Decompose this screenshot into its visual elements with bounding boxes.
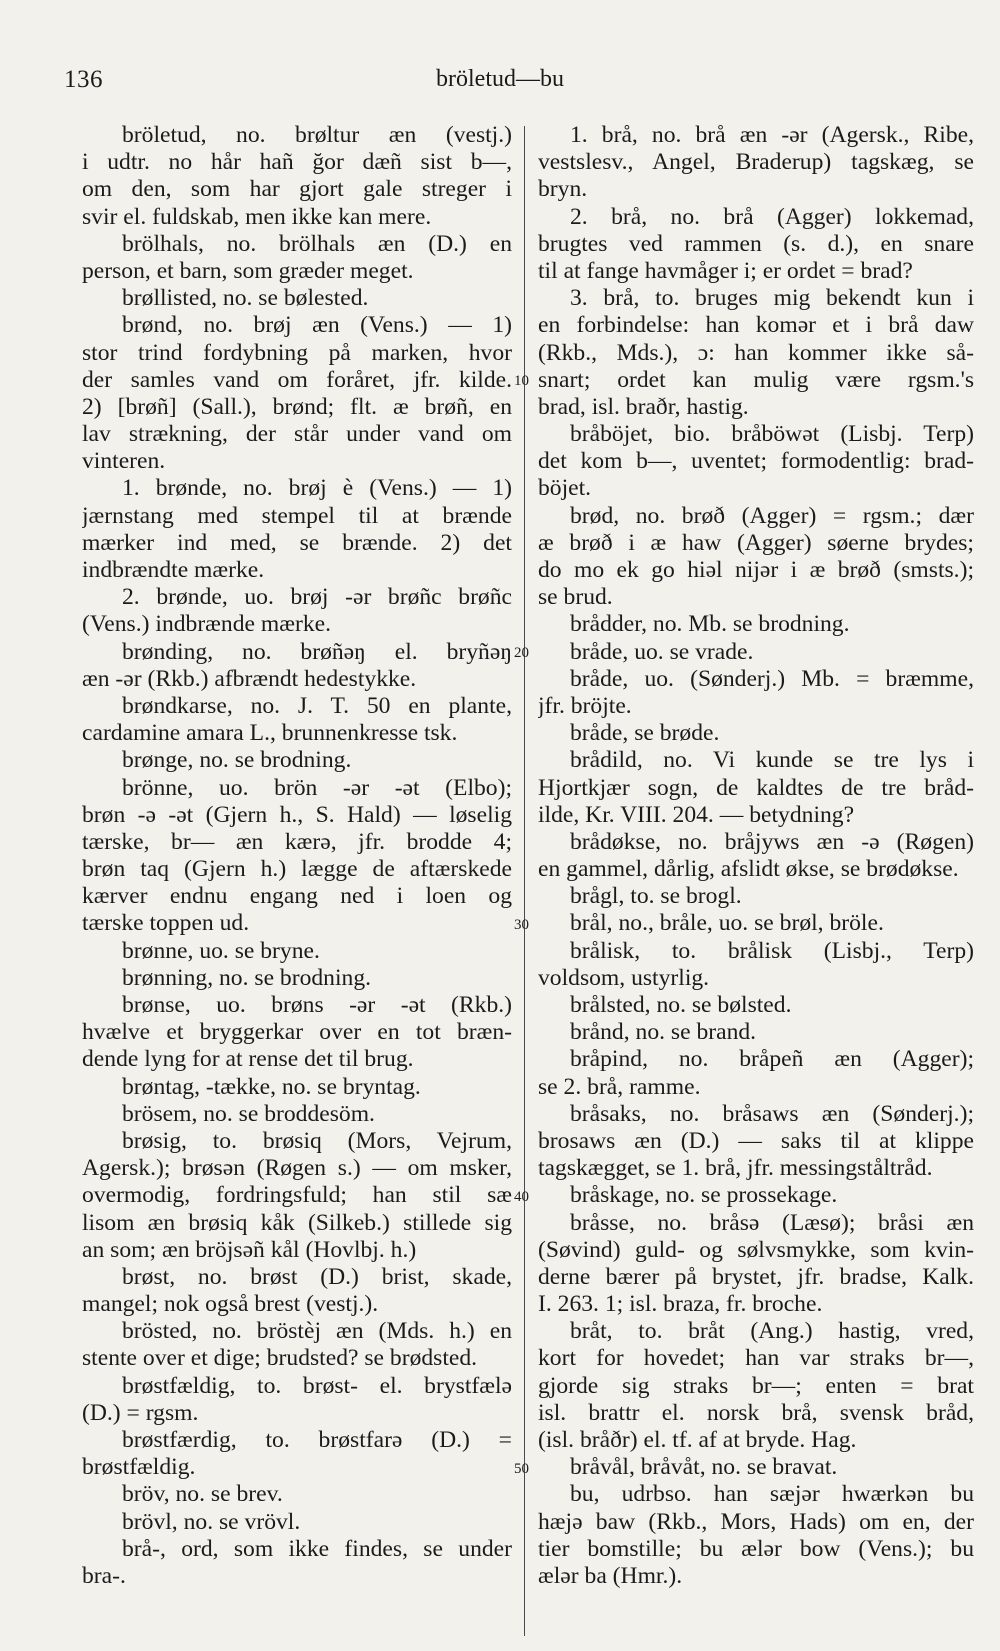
dictionary-line: 3. brå, to. bruges mig bekendt kun i (570, 285, 974, 312)
dictionary-line: brønge, no. se brodning. (122, 747, 352, 774)
dictionary-line: bråt, to. bråt (Ang.) hastig, vred, (570, 1318, 974, 1345)
dictionary-line: brugtes ved rammen (s. d.), en snare (538, 230, 974, 257)
dictionary-line: til at fange havmåger i; er ordet = brad? (538, 257, 913, 284)
dictionary-line: stor trind fordybning på marken, hvor (82, 339, 512, 366)
dictionary-line: brål, no., bråle, uo. se brøl, bröle. (570, 910, 884, 937)
dictionary-line: kærver endnu engang ned i loen og (82, 883, 512, 910)
dictionary-line: bråböjet, bio. bråböwət (Lisbj. Terp) (570, 421, 974, 448)
dictionary-line: brød, no. brøð (Agger) = rgsm.; dær (570, 502, 974, 529)
dictionary-line: brådder, no. Mb. se brodning. (570, 611, 850, 638)
dictionary-line: (isl. bråðr) el. tf. af at bryde. Hag. (538, 1427, 857, 1453)
dictionary-line: æn -ər (Rkb.) afbrændt hedestykke. (82, 665, 417, 692)
dictionary-line: gjorde sig straks br—; enten = brat (538, 1372, 974, 1399)
dictionary-line: æ brøð i æ haw (Agger) søerne brydes; (538, 529, 974, 556)
dictionary-line: (D.) = rgsm. (82, 1399, 199, 1426)
dictionary-line: bråskage, no. se prossekage. (570, 1182, 838, 1209)
dictionary-line: overmodig, fordringsfuld; han stil sæ (82, 1182, 512, 1209)
dictionary-line: der samles vand om foråret, jfr. kilde. (82, 366, 512, 393)
dictionary-line: stente over et dige; brudsted? se brødsted. (82, 1345, 478, 1372)
dictionary-line: brönne, uo. brön -ər -ət (Elbo); (122, 774, 512, 801)
dictionary-line: svir el. fuldskab, men ikke kan mere. (82, 203, 432, 230)
dictionary-line: person, et barn, som græder meget. (82, 257, 414, 284)
dictionary-line: bråde, uo. se vrade. (570, 638, 754, 665)
dictionary-line: ælər ba (Hmr.). (538, 1562, 683, 1589)
dictionary-line: 1. brå, no. brå æn -ər (Agersk., Ribe, (570, 122, 974, 148)
line-number: 30 (514, 916, 529, 933)
line-number: 50 (514, 1460, 529, 1477)
dictionary-line: 1. brønde, no. brøj è (Vens.) — 1) (122, 475, 512, 502)
dictionary-line: brøntag, -tække, no. se bryntag. (122, 1073, 421, 1100)
dictionary-line: brölhals, no. brölhals æn (D.) en (122, 230, 512, 257)
dictionary-line: brådøkse, no. bråjyws æn -ə (Røgen) (570, 828, 974, 855)
dictionary-line: jfr. bröjte. (538, 692, 632, 719)
line-number: 20 (514, 644, 529, 661)
dictionary-line: mærker ind med, se brænde. 2) det (82, 529, 512, 556)
dictionary-line: derne bærer på brystet, jfr. bradse, Kalk. (538, 1263, 974, 1290)
dictionary-line: brålsted, no. se bølsted. (570, 992, 792, 1018)
dictionary-line: I. 263. 1; isl. braza, fr. broche. (538, 1291, 823, 1318)
dictionary-line: bråde, se brøde. (570, 720, 720, 747)
dictionary-line: bråpind, no. bråpeñ æn (Agger); (570, 1046, 974, 1073)
left-column (82, 122, 512, 1590)
dictionary-line: bra-. (82, 1562, 126, 1589)
dictionary-line: se 2. brå, ramme. (538, 1073, 701, 1100)
dictionary-line: brøllisted, no. se bølested. (122, 285, 369, 312)
dictionary-line: brønd, no. brøj æn (Vens.) — 1) (122, 312, 512, 339)
dictionary-line: brosaws æn (D.) — saks til at klippe (538, 1127, 974, 1154)
dictionary-line: vinteren. (82, 448, 166, 475)
dictionary-line: det kom b—, uventet; formodentlig: brad- (538, 448, 974, 475)
dictionary-line: dende lyng for at rense det til brug. (82, 1046, 414, 1073)
dictionary-line: brågl, to. se brogl. (570, 883, 742, 910)
dictionary-line: brøstfældig, to. brøst- el. brystfælə (122, 1372, 512, 1399)
dictionary-line: mangel; nok også brest (vestj.). (82, 1291, 379, 1318)
dictionary-line: bröv, no. se brev. (122, 1481, 283, 1508)
dictionary-line: brønding, no. brøñəŋ el. bryñəŋ (122, 638, 512, 665)
dictionary-line: cardamine amara L., brunnenkresse tsk. (82, 720, 458, 747)
running-head: bröletud—bu (436, 66, 564, 92)
dictionary-line: 2. brå, no. brå (Agger) lokkemad, (570, 203, 974, 230)
dictionary-line: bryn. (538, 176, 588, 203)
dictionary-line: 2. brønde, uo. brøj -ər brøñc brøñc (122, 584, 512, 611)
dictionary-line: tærske, br— æn kærə, jfr. brodde 4; (82, 828, 512, 855)
dictionary-line: böjet. (538, 475, 592, 502)
dictionary-line: brösted, no. bröstèj æn (Mds. h.) en (122, 1318, 512, 1345)
dictionary-line: brånd, no. se brand. (570, 1019, 757, 1046)
dictionary-line: om den, som har gjort gale streger i (82, 176, 512, 203)
dictionary-line: tier bomstille; bu ælər bow (Vens.); bu (538, 1535, 974, 1562)
dictionary-line: se brud. (538, 584, 613, 611)
dictionary-line: bråsse, no. bråsə (Læsø); bråsi æn (570, 1209, 974, 1236)
dictionary-line: isl. brattr el. norsk brå, svensk bråd, (538, 1399, 974, 1426)
dictionary-line: Hjortkjær sogn, de kaldtes de tre bråd- (538, 774, 974, 801)
dictionary-line: kort for hovedet; han var straks br—, (538, 1345, 974, 1372)
dictionary-line: bråsaks, no. bråsaws æn (Sønderj.); (570, 1100, 974, 1127)
dictionary-line: lisom æn brøsiq kåk (Silkeb.) stillede sig (82, 1209, 512, 1236)
dictionary-line: hæjə baw (Rkb., Mors, Hads) om en, der (538, 1508, 974, 1535)
dictionary-line: bråde, uo. (Sønderj.) Mb. = bræmme, (570, 665, 974, 692)
dictionary-line: i udtr. no hår hañ ğor dæñ sist b—, (82, 149, 512, 176)
dictionary-line: brøn -ə -ət (Gjern h., S. Hald) — løselig (82, 801, 512, 828)
dictionary-line: tagskægget, se 1. brå, jfr. messingståltråd. (538, 1155, 933, 1182)
dictionary-line: 2) [brøñ] (Sall.), brønd; flt. æ brøñ, en (82, 393, 512, 420)
dictionary-line: brøndkarse, no. J. T. 50 en plante, (122, 692, 512, 719)
dictionary-line: tærske toppen ud. (82, 910, 250, 937)
dictionary-line: do mo ek go hiəl nijər i æ brøð (smsts.); (538, 557, 974, 583)
dictionary-line: brønne, uo. se bryne. (122, 937, 320, 964)
dictionary-line: brövl, no. se vrövl. (122, 1508, 301, 1535)
dictionary-line: lav strækning, der står under vand om (82, 421, 512, 448)
dictionary-line: (Søvind) guld- og sølvsmykke, som kvin- (538, 1236, 974, 1263)
dictionary-line: (Rkb., Mds.), ɔ: han kommer ikke så- (538, 339, 974, 366)
dictionary-line: brønning, no. se brodning. (122, 964, 372, 991)
dictionary-line: brå-, ord, som ikke findes, se under (122, 1535, 512, 1562)
line-number: 10 (514, 372, 529, 389)
dictionary-line: indbrændte mærke. (82, 557, 265, 583)
dictionary-line: ilde, Kr. VIII. 204. — betydning? (538, 801, 855, 828)
line-number: 40 (514, 1188, 529, 1205)
dictionary-line: brøsig, to. brøsiq (Mors, Vejrum, (122, 1127, 512, 1154)
dictionary-line: brådild, no. Vi kunde se tre lys i (570, 747, 974, 774)
dictionary-line: brösem, no. se broddesöm. (122, 1100, 375, 1127)
dictionary-line: bu, udrbso. han sæjər hwærkən bu (570, 1481, 974, 1508)
dictionary-line: brøstfærdig, to. brøstfarə (D.) = (122, 1427, 512, 1453)
dictionary-line: hvælve et bryggerkar over en tot bræn- (82, 1019, 512, 1046)
dictionary-line: voldsom, ustyrlig. (538, 964, 710, 991)
right-column (538, 122, 974, 1590)
dictionary-line: brålisk, to. brålisk (Lisbj., Terp) (570, 937, 974, 964)
page-number: 136 (64, 66, 103, 93)
column-rule (524, 126, 525, 1636)
dictionary-line: bråvål, bråvåt, no. se bravat. (570, 1454, 838, 1481)
dictionary-line: en forbindelse: han komər et i brå daw (538, 312, 974, 339)
dictionary-line: bröletud, no. brøltur æn (vestj.) (122, 122, 512, 148)
dictionary-line: vestslesv., Angel, Braderup) tagskæg, se (538, 149, 974, 176)
dictionary-line: brad, isl. braðr, hastig. (538, 393, 749, 420)
dictionary-line: an som; æn bröjsəñ kål (Hovlbj. h.) (82, 1236, 417, 1263)
dictionary-line: (Vens.) indbrænde mærke. (82, 611, 332, 638)
dictionary-line: brønse, uo. brøns -ər -ət (Rkb.) (122, 992, 512, 1018)
dictionary-line: brøstfældig. (82, 1454, 196, 1481)
dictionary-line: Agersk.); brøsən (Røgen s.) — om msker, (82, 1155, 512, 1182)
dictionary-line: jærnstang med stempel til at brænde (82, 502, 512, 529)
dictionary-line: brøst, no. brøst (D.) brist, skade, (122, 1263, 512, 1290)
dictionary-line: snart; ordet kan mulig være rgsm.'s (538, 366, 974, 393)
dictionary-line: en gammel, dårlig, afslidt økse, se brødøkse. (538, 856, 959, 883)
dictionary-line: brøn taq (Gjern h.) lægge de aftærskede (82, 856, 512, 883)
